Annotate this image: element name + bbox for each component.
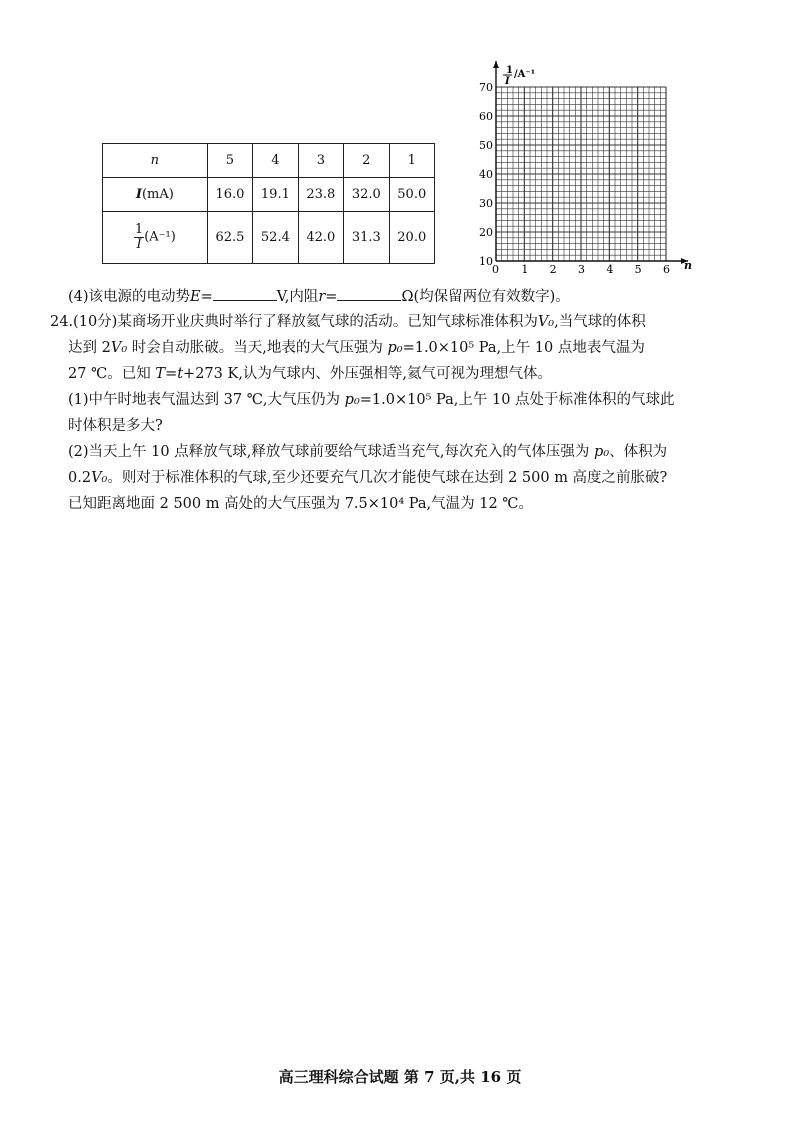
ylabel-numerator: 1 xyxy=(506,65,513,76)
x-tick-label: 3 xyxy=(578,263,585,276)
table-cell: 42.0 xyxy=(298,212,343,264)
page-footer: 高三理科综合试题 第 7 页,共 16 页 xyxy=(278,1068,522,1086)
question-24-line-1: 24.(10分)某商场开业庆典时举行了释放氦气球的活动。已知气球标准体积为V₀,当气球的体积 xyxy=(50,314,646,330)
y-tick-label: 60 xyxy=(479,110,493,123)
table-cell: 16.0 xyxy=(207,178,252,212)
table-row-current xyxy=(103,178,435,212)
ylabel-denominator: I xyxy=(505,76,510,87)
table-cell: 52.4 xyxy=(253,212,298,264)
table-cell: 31.3 xyxy=(344,212,389,264)
question-24-line-3: 27 ℃。已知 T=t+273 K,认为气球内、外压强相等,氦气可视为理想气体。 xyxy=(68,366,553,382)
question-24-part-2: (2)当天上午 10 点释放气球,释放气球前要给气球适当充气,每次充入的气体压强为 p₀、体积为 xyxy=(68,444,668,460)
x-tick-label: 2 xyxy=(549,263,557,276)
table-header-inverse xyxy=(103,212,208,264)
x-tick-label: 6 xyxy=(663,263,670,276)
y-tick-label: 10 xyxy=(479,255,493,268)
y-tick-label: 50 xyxy=(479,139,493,152)
table-row-n xyxy=(103,144,435,178)
answer-blank-emf[interactable] xyxy=(213,286,277,301)
table-cell: 19.1 xyxy=(253,178,298,212)
table-cell: 62.5 xyxy=(207,212,252,264)
question-24-part-1: (1)中午时地表气温达到 37 ℃,大气压仍为 p₀=1.0×10⁵ Pa,上午 10 点处于标准体积的气球此 xyxy=(68,392,675,408)
x-tick-label: 0 xyxy=(492,263,499,276)
table-cell: 3 xyxy=(298,144,343,178)
inverse-fraction: $\frac{1}{I}$ xyxy=(134,222,144,252)
table-cell: 23.8 xyxy=(298,178,343,212)
table-cell: 4 xyxy=(253,144,298,178)
question-24-part-2-cont: 0.2V₀。则对于标准体积的气球,至少还要充气几次才能使气球在达到 2 500 m 高度之前胀破? xyxy=(68,470,668,486)
question-24-line-2: 达到 2V₀ 时会自动胀破。当天,地表的大气压强为 p₀=1.0×10⁵ Pa,上午 10 点地表气温为 xyxy=(68,340,645,356)
table-header-n: n xyxy=(103,144,208,178)
chart-ylabel xyxy=(503,65,535,87)
answer-blank-resistance[interactable] xyxy=(337,286,401,301)
table-cell: 20.0 xyxy=(389,212,434,264)
chart-xlabel: n xyxy=(684,259,692,272)
table-cell: 5 xyxy=(207,144,252,178)
question-24-part-2-data: 已知距离地面 2 500 m 高处的大气压强为 7.5×10⁴ Pa,气温为 12 ℃。 xyxy=(68,496,534,512)
y-tick-label: 70 xyxy=(479,81,493,94)
table-row-inverse xyxy=(103,212,435,264)
y-axis-arrow-icon xyxy=(493,61,499,68)
question-4: (4)该电源的电动势E= V,内阻r= Ω(均保留两位有效数字)。 xyxy=(68,286,570,307)
x-tick-label: 1 xyxy=(521,263,529,276)
chart-grid xyxy=(496,87,666,261)
table-cell: 2 xyxy=(344,144,389,178)
data-table xyxy=(102,143,435,264)
question-24-part-1-cont: 时体积是多大? xyxy=(68,418,163,434)
x-tick-label: 5 xyxy=(634,263,642,276)
grid-chart xyxy=(470,55,700,285)
ylabel-unit: /A⁻¹ xyxy=(514,69,536,80)
y-tick-label: 30 xyxy=(479,197,493,210)
y-tick-label: 40 xyxy=(479,168,493,181)
table-cell: 1 xyxy=(389,144,434,178)
header-i-symbol: I xyxy=(135,187,142,202)
header-i-unit: (mA) xyxy=(141,187,174,202)
table-cell: 32.0 xyxy=(344,178,389,212)
table-header-current xyxy=(103,178,208,212)
y-tick-label: 20 xyxy=(479,226,493,239)
x-tick-label: 4 xyxy=(606,263,614,276)
table-cell: 50.0 xyxy=(389,178,434,212)
header-inv-unit: (A⁻¹) xyxy=(144,230,176,245)
